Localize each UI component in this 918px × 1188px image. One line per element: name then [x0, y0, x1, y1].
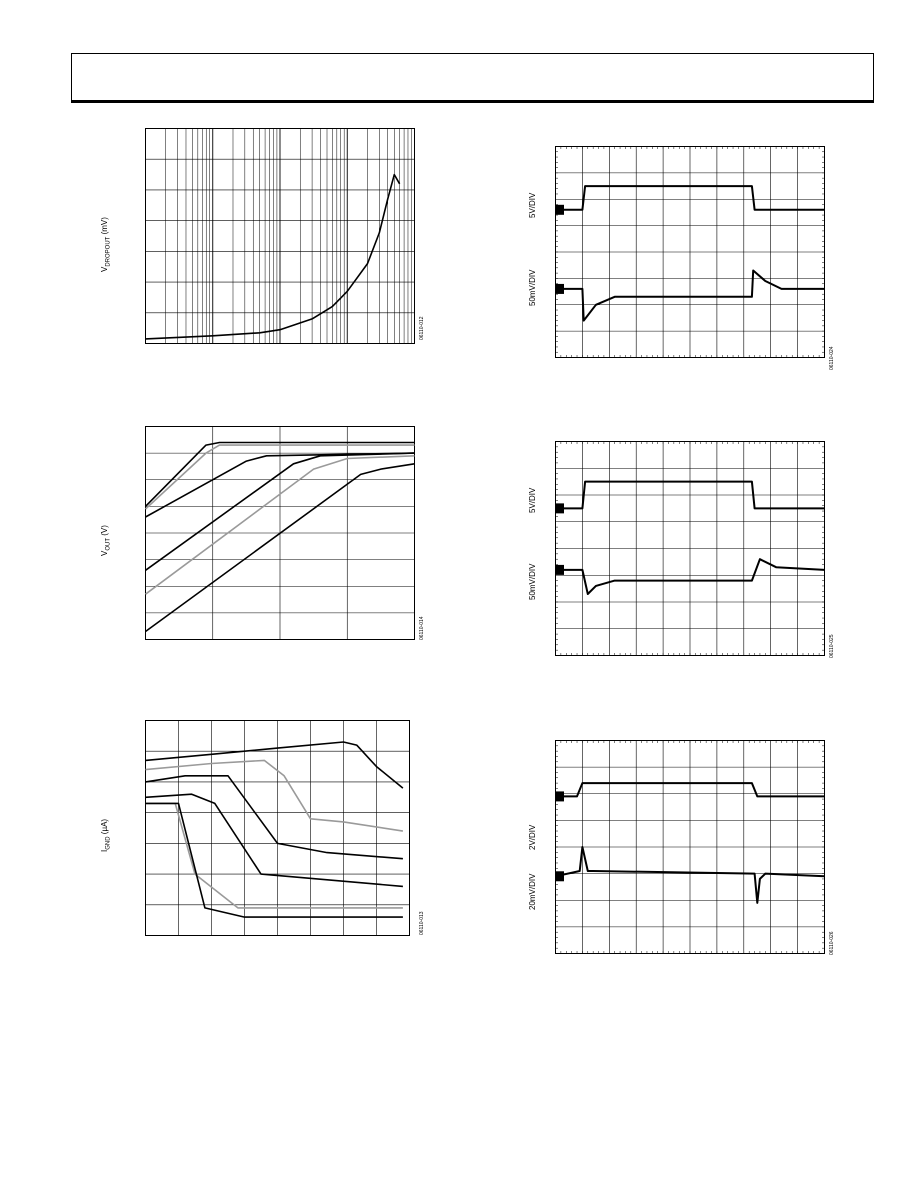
channel-2-marker	[555, 284, 564, 294]
scope1-ylabel-top: 5V/DIV	[528, 192, 537, 218]
dropout-chart	[145, 128, 415, 344]
ignd-figure-id: 06110-013	[419, 911, 425, 935]
scope2-figure-id: 06110-025	[829, 634, 835, 658]
series-line-6	[146, 803, 403, 917]
page-header	[71, 53, 874, 103]
ignd-chart	[145, 720, 410, 936]
scope1-figure-id: 06110-024	[829, 346, 835, 370]
scope1-chart	[555, 146, 825, 358]
scope3-ylabel-top: 2V/DIV	[528, 824, 537, 850]
channel-2-marker	[555, 565, 564, 575]
scope3-figure-id: 06110-026	[829, 931, 835, 955]
series-line-3	[146, 776, 403, 859]
scope1-ylabel-bottom: 50mV/DIV	[528, 269, 537, 306]
scope2-ylabel-bottom: 50mV/DIV	[528, 563, 537, 600]
channel-1-marker	[555, 205, 564, 215]
ignd-ylabel: $I_{GND}$ (µA)	[100, 818, 112, 852]
channel-1-marker	[555, 791, 564, 801]
series-line-1	[146, 742, 403, 788]
channel-2-marker	[555, 871, 564, 881]
scope3-ylabel-bottom: 20mV/DIV	[528, 873, 537, 910]
scope2-chart	[555, 441, 825, 656]
scope3-chart	[555, 740, 825, 954]
series-line-2	[146, 760, 403, 831]
dropout-ylabel: $V_{DROPOUT}$ (mV)	[100, 217, 112, 272]
vout-chart	[145, 426, 415, 640]
scope2-ylabel-top: 5V/DIV	[528, 487, 537, 513]
dropout-figure-id: 06110-012	[419, 316, 425, 340]
series-line-1	[146, 175, 400, 339]
channel-1-marker	[555, 503, 564, 513]
vout-figure-id: 06110-014	[419, 616, 425, 640]
vout-ylabel: $V_{OUT}$ (V)	[100, 525, 112, 556]
series-line-4	[146, 794, 403, 886]
